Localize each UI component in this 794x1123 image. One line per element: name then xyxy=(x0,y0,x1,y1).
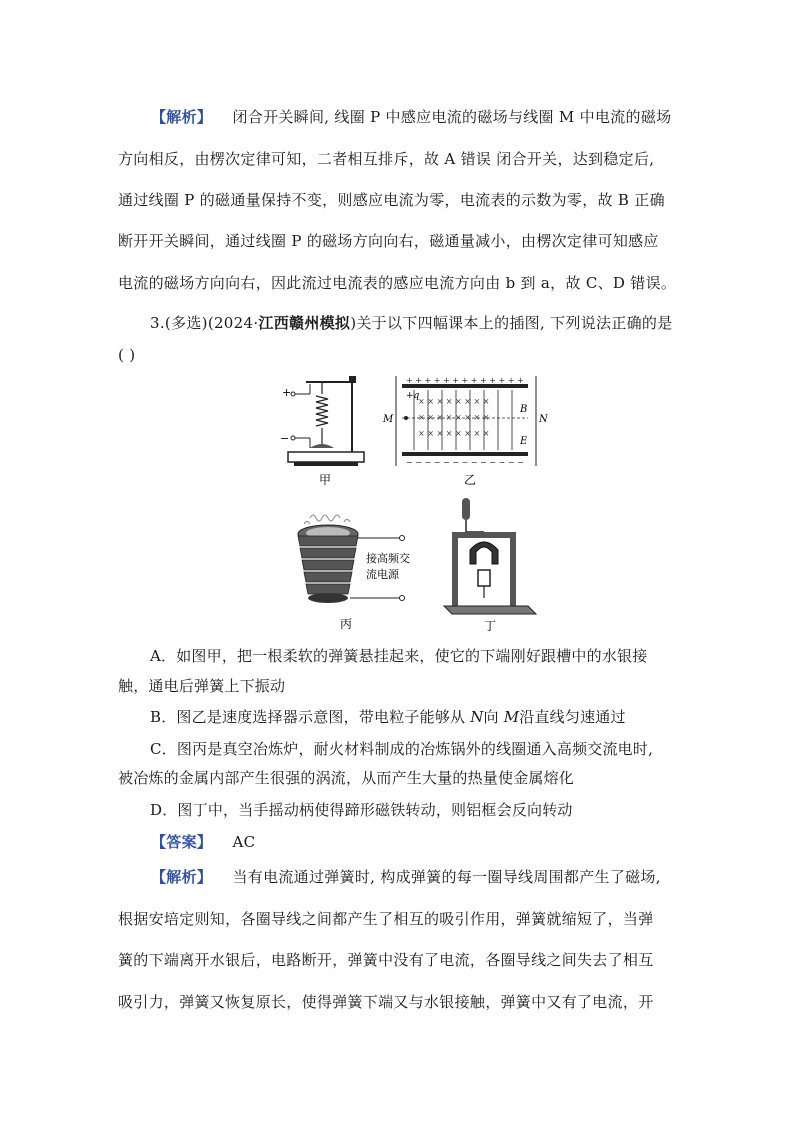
caption-ding: 丁 xyxy=(484,619,497,633)
analysis2-line3: 簧的下端离开水银后，电路断开，弹簧中没有了电流，各圈导线之间失去了相互 xyxy=(118,951,654,969)
figure-ding xyxy=(440,494,540,634)
option-a-cont: 触，通电后弹簧上下振动 xyxy=(118,677,286,695)
label-M: M xyxy=(383,414,394,425)
plus-sign: + xyxy=(282,386,292,399)
power-label-2: 流电源 xyxy=(366,568,399,581)
option-c: C．图丙是真空冶炼炉，耐火材料制成的冶炼锅外的线圈通入高频交流电时, xyxy=(150,740,654,758)
option-a: A．如图甲，把一根柔软的弹簧悬挂起来，使它的下端刚好跟槽中的水银接 xyxy=(150,647,648,665)
analysis1-line2: 方向相反，由楞次定律可知，二者相互排斥，故 A 错误 闭合开关，达到稳定后, xyxy=(118,150,655,168)
question-source: 江西赣州模拟 xyxy=(258,314,351,332)
figure-yi xyxy=(380,370,552,490)
svg-text:× × × × × × × ×: × × × × × × × × xyxy=(418,413,490,422)
figure-jia xyxy=(276,370,376,490)
label-N: N xyxy=(539,414,548,425)
analysis2-line4: 吸引力，弹簧又恢复原长，使得弹簧下端又与水银接触，弹簧中又有了电流，开 xyxy=(118,993,654,1011)
question-stem: 3.(多选)(2024·江西赣州模拟)关于以下四幅课本上的插图, 下列说法正确的是 xyxy=(150,314,673,332)
analysis-tag-2: 【解析】 xyxy=(151,868,213,886)
caption-yi: 乙 xyxy=(464,473,477,487)
label-E: E xyxy=(520,436,528,447)
analysis-tag: 【解析】 xyxy=(151,108,213,126)
caption-jia: 甲 xyxy=(319,473,332,487)
svg-text:− − − − − − − − − − − − −: − − − − − − − − − − − − − xyxy=(406,458,524,467)
analysis1-line1: 【解析】 闭合开关瞬间, 线圈 P 中感应电流的磁场与线圈 M 中电流的磁场 xyxy=(151,108,672,126)
svg-text:× × × × × × × ×: × × × × × × × × xyxy=(418,429,490,438)
option-c-cont: 被冶炼的金属内部产生很强的涡流，从而产生大量的热量使金属熔化 xyxy=(118,769,575,787)
analysis1-line3: 通过线圈 P 的磁通量保持不变，则感应电流为零，电流表的示数为零，故 B 正确 xyxy=(118,191,665,209)
power-label-1: 接高频交 xyxy=(366,552,410,565)
svg-text:× × × × × × × ×: × × × × × × × × xyxy=(418,397,490,406)
minus-sign: − xyxy=(280,432,290,445)
analysis2-line2: 根据安培定则知，各圈导线之间都产生了相互的吸引作用，弹簧就缩短了，当弹 xyxy=(118,910,654,928)
analysis2-line1: 【解析】 当有电流通过弹簧时, 构成弹簧的每一圈导线周围都产生了磁场, xyxy=(151,868,661,886)
figure-bing xyxy=(282,510,432,634)
analysis1-line5: 电流的磁场方向向右，因此流过电流表的感应电流方向由 b 到 a，故 C、D 错误。 xyxy=(118,274,677,292)
analysis1-line4: 断开开关瞬间，通过线圈 P 的磁场方向向右，磁通量减小，由楞次定律可知感应 xyxy=(118,232,659,250)
option-b: B．图乙是速度选择器示意图，带电粒子能够从 N向 M沿直线匀速通过 xyxy=(150,708,626,726)
caption-bing: 丙 xyxy=(340,617,353,631)
answer-value: AC xyxy=(232,833,256,851)
label-B: B xyxy=(520,404,528,415)
answer-bracket: ( ) xyxy=(118,346,136,364)
answer-tag: 【答案】 xyxy=(151,833,213,851)
svg-text:+ + + + + + + + + + + + +: + + + + + + + + + + + + + xyxy=(406,376,524,385)
option-d: D．图丁中，当手摇动柄使得蹄形磁铁转动，则铝框会反向转动 xyxy=(150,801,573,819)
charge-label: +q xyxy=(406,391,420,401)
answer-line xyxy=(118,831,678,852)
